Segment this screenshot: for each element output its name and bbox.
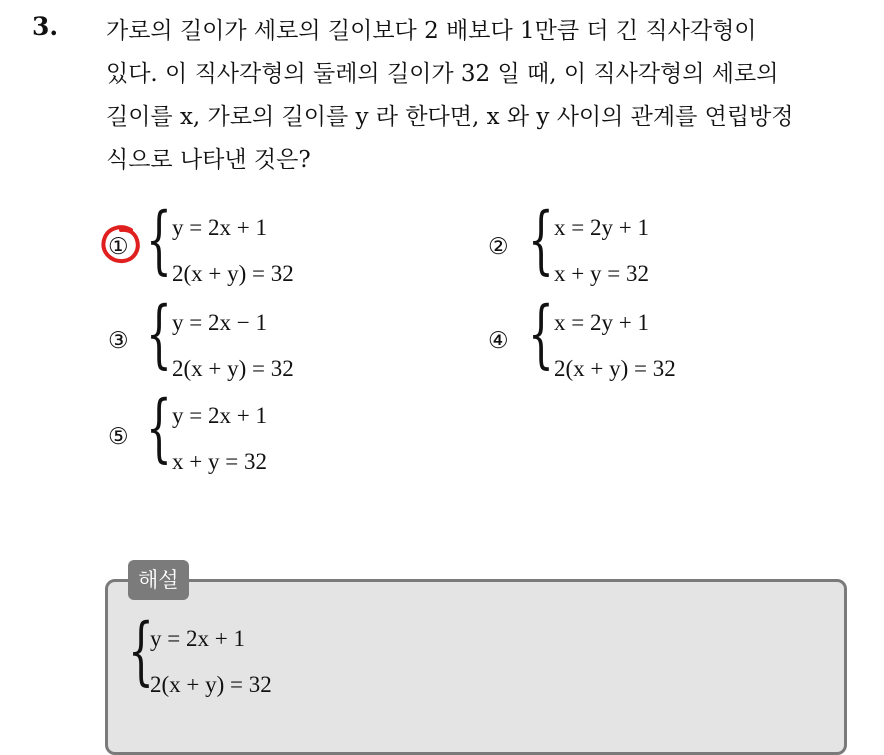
- equation: y = 2x + 1: [172, 403, 267, 428]
- answer-circle-mark: [99, 222, 143, 266]
- equation: y = 2x + 1: [172, 215, 267, 240]
- choice-number: ③: [108, 328, 129, 354]
- question-line: 있다. 이 직사각형의 둘레의 길이가 32 일 때, 이 직사각형의 세로의: [106, 61, 779, 87]
- solution-box: [105, 579, 847, 755]
- brace: {: [146, 197, 172, 283]
- brace: {: [128, 608, 154, 694]
- equation: x = 2y + 1: [554, 215, 649, 240]
- equation: y = 2x − 1: [172, 310, 267, 335]
- equation: x + y = 32: [172, 449, 267, 474]
- brace: {: [146, 291, 172, 377]
- choice-number: ⑤: [108, 424, 129, 450]
- equation: x + y = 32: [554, 261, 649, 286]
- choice-number: ②: [488, 234, 509, 260]
- solution-equation: 2(x + y) = 32: [150, 672, 272, 697]
- equation: 2(x + y) = 32: [172, 356, 294, 381]
- solution-label: 해설: [128, 560, 189, 600]
- question-line: 가로의 길이가 세로의 길이보다 2 배보다 1만큼 더 긴 직사각형이: [106, 18, 757, 44]
- choice-number: ④: [488, 328, 509, 354]
- brace: {: [146, 385, 172, 471]
- choice-number: ①: [108, 234, 129, 260]
- question-line: 길이를 x, 가로의 길이를 y 라 한다면, x 와 y 사이의 관계를 연립방정: [106, 104, 794, 130]
- brace: {: [528, 291, 554, 377]
- equation: 2(x + y) = 32: [172, 261, 294, 286]
- solution-equation: y = 2x + 1: [150, 626, 245, 651]
- question-number: 3.: [32, 12, 59, 41]
- question-line: 식으로 나타낸 것은?: [106, 147, 311, 173]
- equation: x = 2y + 1: [554, 310, 649, 335]
- equation: 2(x + y) = 32: [554, 356, 676, 381]
- brace: {: [528, 197, 554, 283]
- question-text: [106, 10, 864, 182]
